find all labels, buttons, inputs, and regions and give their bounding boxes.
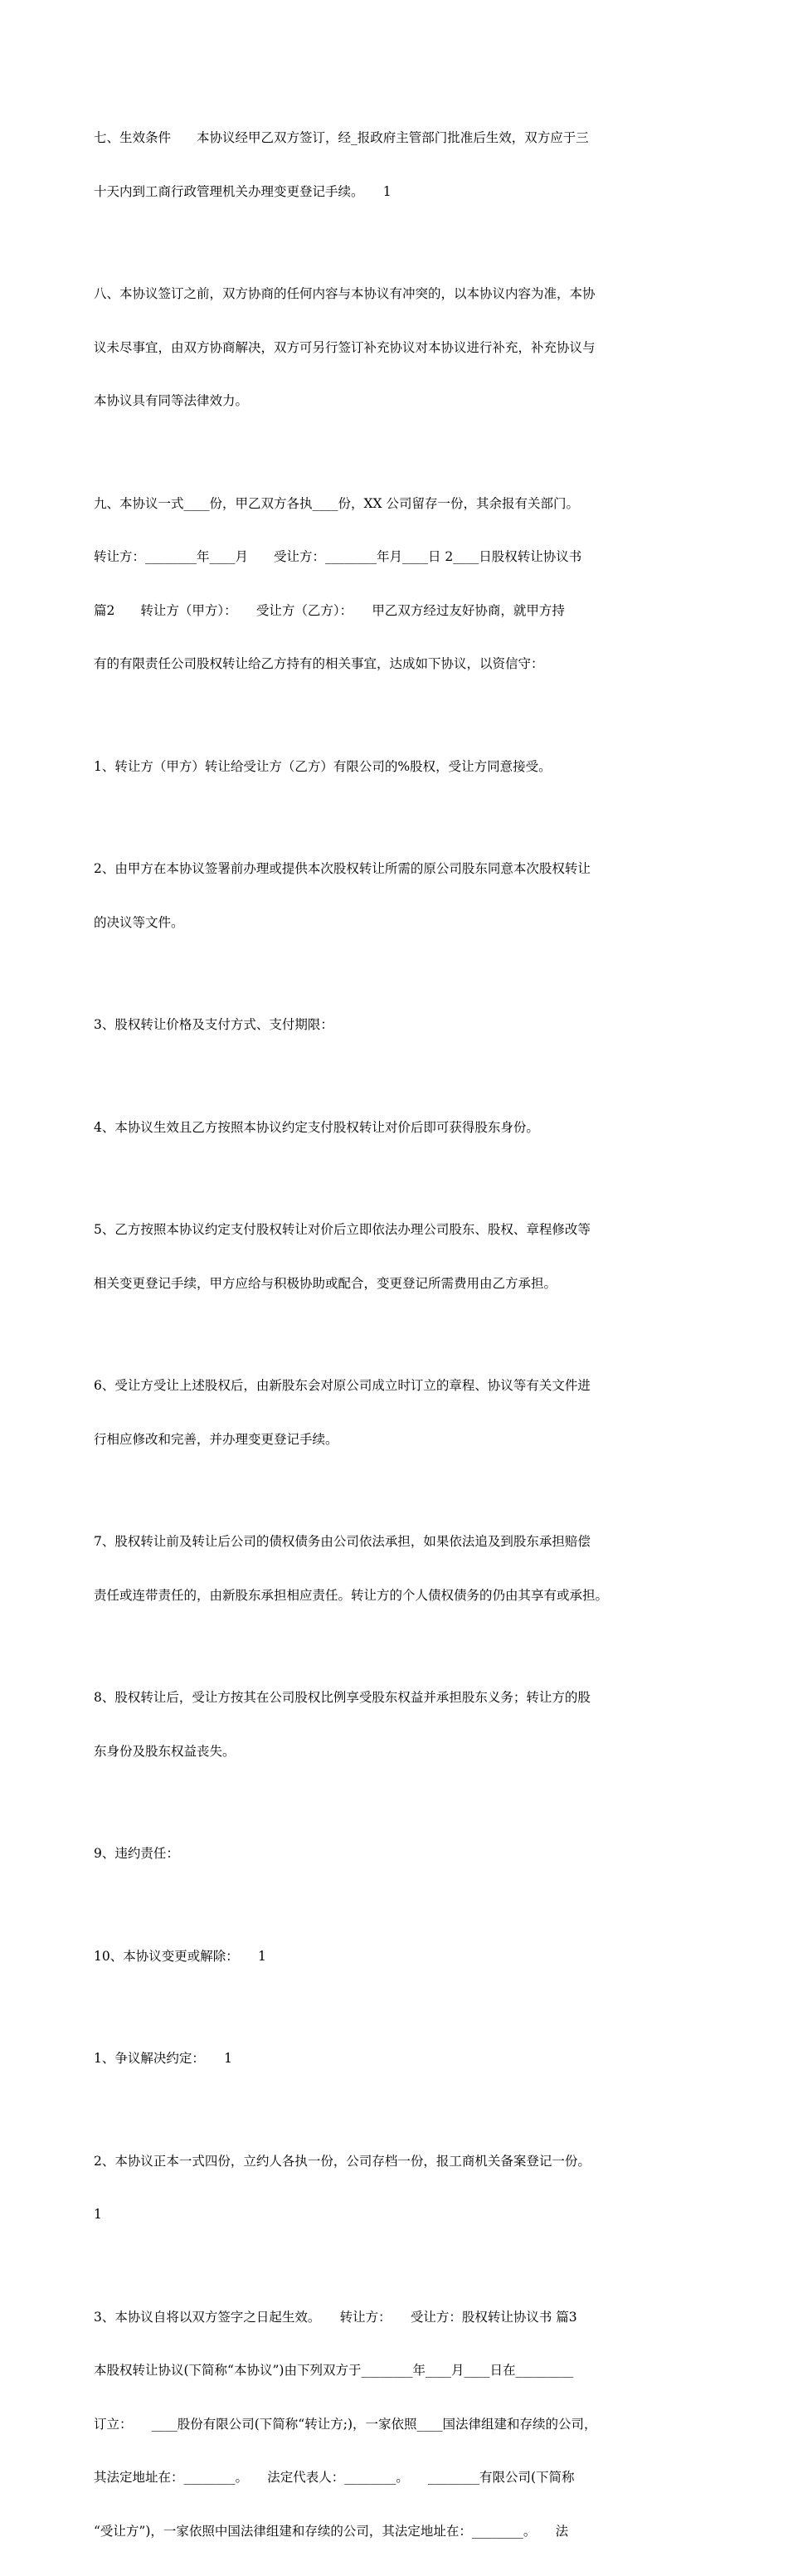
clause-6 [94, 1342, 712, 1484]
text-line: 10、本协议变更或解除： 1 [94, 1948, 712, 1966]
text-line: 篇2 转让方（甲方）： 受让方（乙方）： 甲乙双方经过友好协商，就甲方持 [94, 602, 712, 621]
text-line: 8、股权转让后，受让方按其在公司股权比例享受股东权益并承担股东义务；转让方的股 [94, 1689, 712, 1707]
text-line: 九、本协议一式____份，甲乙双方各执____份，XX 公司留存一份，其余报有关部门。 [94, 495, 712, 514]
text-line: 本协议具有同等法律效力。 [94, 392, 712, 411]
paragraph-copies-and-article-2 [94, 460, 712, 709]
text-line: 议未尽事宜，由双方协商解决，双方可另行签订补充协议对本协议进行补充，补充协议与 [94, 339, 712, 358]
clause-5 [94, 1186, 712, 1328]
text-line: 有的有限责任公司股权转让给乙方持有的相关事宜，达成如下协议，以资信守： [94, 655, 712, 674]
clause-3 [94, 981, 712, 1070]
text-line: 6、受让方受让上述股权后，由新股东会对原公司成立时订立的章程、协议等有关文件进 [94, 1377, 712, 1395]
text-line: 转让方：________年____月 受让方：________年月____日 2____日股权转让协议书 [94, 548, 712, 567]
text-line: 2、由甲方在本协议签署前办理或提供本次股权转让所需的原公司股东同意本次股权转让 [94, 860, 712, 879]
text-line: 其法定地址在：________。 法定代表人：________。 ________有限公司(下简称 [94, 2469, 712, 2487]
text-line: 东身份及股东权益丧失。 [94, 1743, 712, 1761]
clause-dispute [94, 2014, 712, 2104]
text-line: “受让方”)，一家依照中国法律组建和存续的公司，其法定地址在：________。 法 [94, 2523, 712, 2541]
clause-9 [94, 1809, 712, 1899]
text-line: 本股权转让协议(下简称“本协议”)由下列双方于________年____月____日在_________ [94, 2362, 712, 2380]
text-line: 八、本协议签订之前，双方协商的任何内容与本协议有冲突的，以本协议内容为准，本协 [94, 285, 712, 304]
clause-2 [94, 825, 712, 967]
document-body [94, 94, 712, 2576]
text-line: 十天内到工商行政管理机关办理变更登记手续。 1 [94, 183, 712, 202]
paragraph-effective-conditions [94, 94, 712, 236]
text-line: 订立： ____股份有限公司(下简称“转让方;)，一家依照____国法律组建和存续的公司， [94, 2416, 712, 2434]
text-line: 9、违约责任： [94, 1845, 712, 1863]
text-line: 3、本协议自将以双方签字之日起生效。 转让方： 受让方：股权转让协议书 篇3 [94, 2309, 712, 2327]
text-line: 5、乙方按照本协议约定支付股权转让对价后立即依法办理公司股东、股权、章程修改等 [94, 1221, 712, 1239]
clause-effective-and-article-3 [94, 2273, 712, 2576]
text-line: 7、股权转让前及转让后公司的债权债务由公司依法承担，如果依法追及到股东承担赔偿 [94, 1533, 712, 1551]
clause-7 [94, 1497, 712, 1640]
text-line: 1、转让方（甲方）转让给受让方（乙方）有限公司的%股权，受让方同意接受。 [94, 758, 712, 777]
text-line: 1、争议解决约定： 1 [94, 2050, 712, 2068]
text-line: 相关变更登记手续，甲方应给与积极协助或配合，变更登记所需费用由乙方承担。 [94, 1275, 712, 1293]
clause-originals [94, 2117, 712, 2260]
text-line: 责任或连带责任的，由新股东承担相应责任。转让方的个人债权债务的仍由其享有或承担。 [94, 1587, 712, 1605]
text-line: 2、本协议正本一式四份，立约人各执一份，公司存档一份，报工商机关备案登记一份。 [94, 2153, 712, 2171]
clause-10 [94, 1912, 712, 2002]
text-line: 4、本协议生效且乙方按照本协议约定支付股权转让对价后即可获得股东身份。 [94, 1119, 712, 1137]
paragraph-precedence [94, 250, 712, 446]
text-line: 七、生效条件 本协议经甲乙双方签订，经_报政府主管部门批准后生效，双方应于三 [94, 129, 712, 148]
text-line: 行相应修改和完善，并办理变更登记手续。 [94, 1431, 712, 1449]
text-line: 3、股权转让价格及支付方式、支付期限： [94, 1016, 712, 1035]
clause-4 [94, 1083, 712, 1173]
text-line: 的决议等文件。 [94, 914, 712, 933]
document-page [0, 0, 788, 1020]
clause-1 [94, 723, 712, 812]
text-line: 1 [94, 2206, 712, 2224]
clause-8 [94, 1653, 712, 1796]
